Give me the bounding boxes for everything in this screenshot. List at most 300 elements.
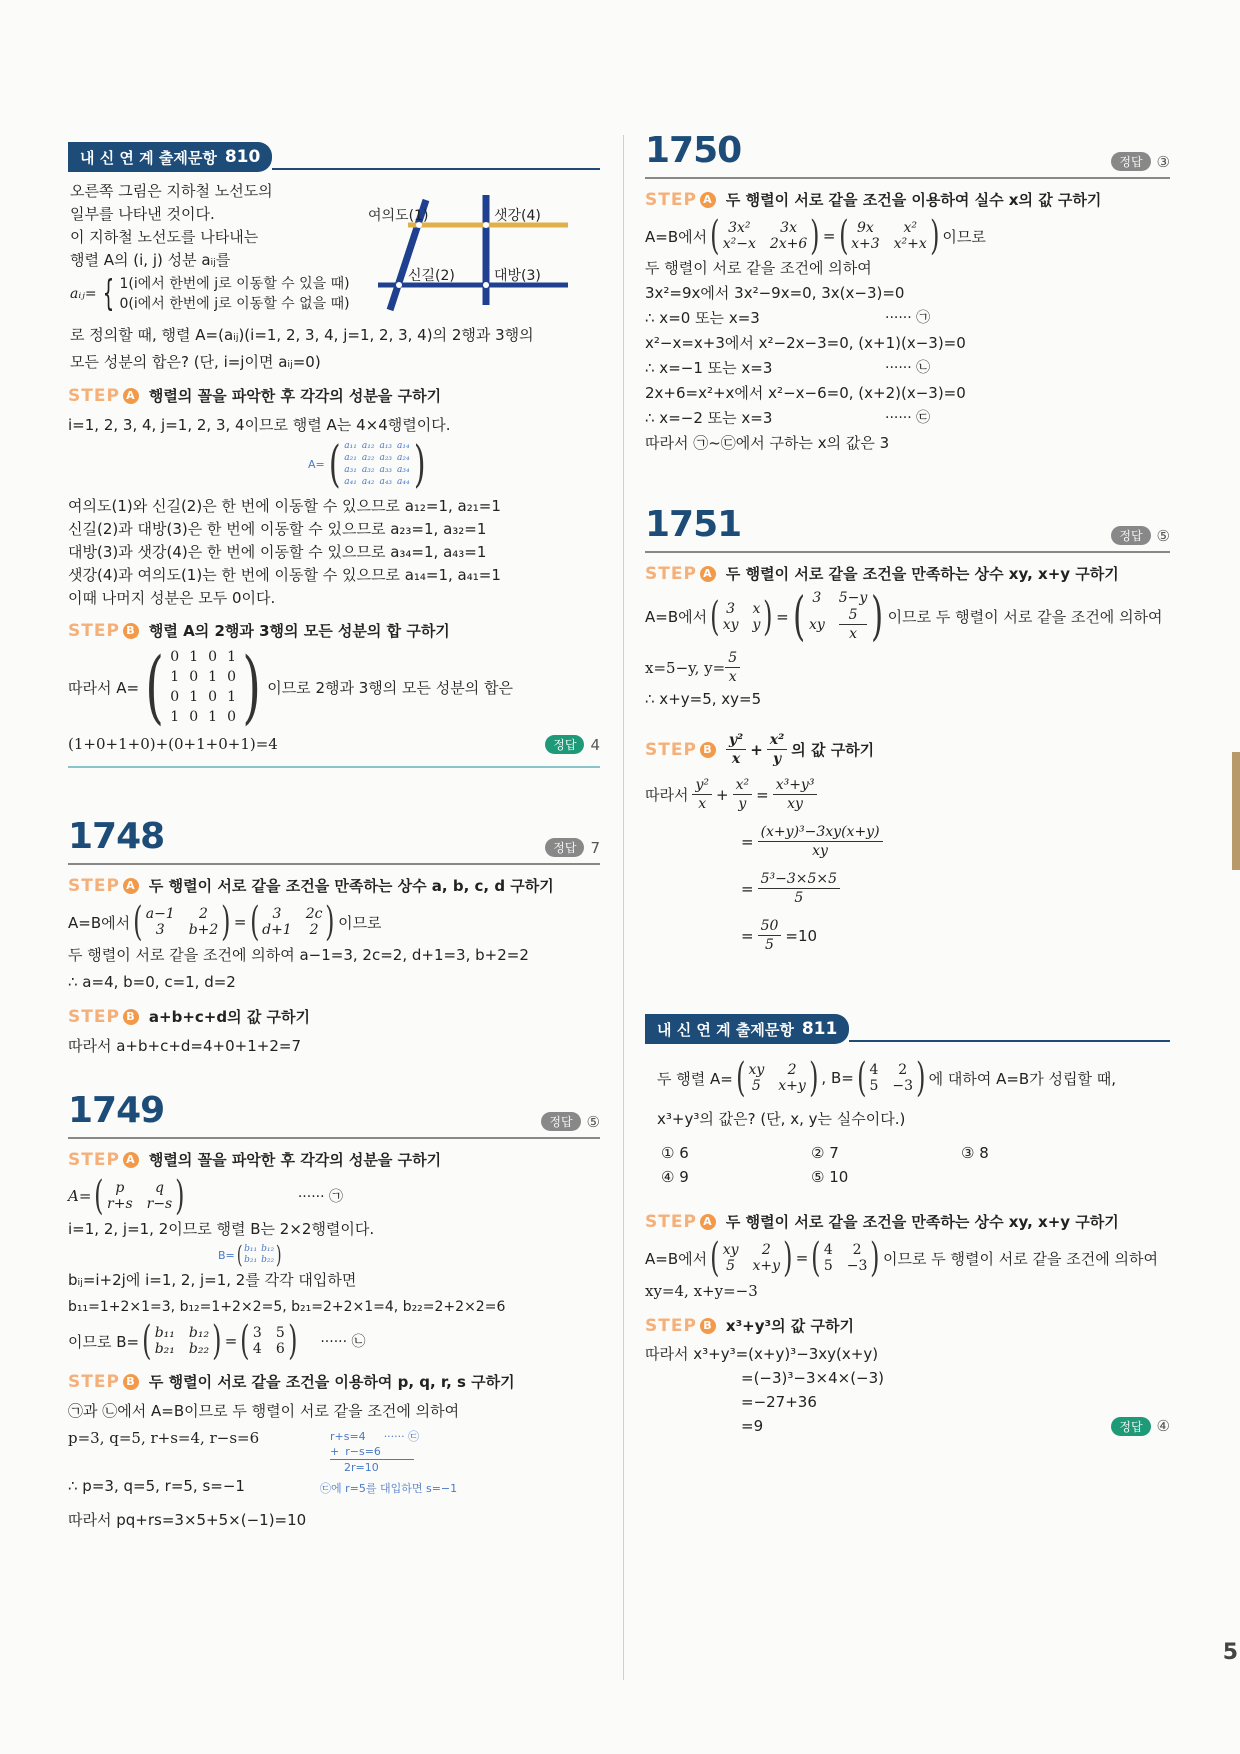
sum-line <box>68 731 600 758</box>
problem-number: 1749 <box>68 1090 165 1131</box>
step-word: STEP <box>645 563 697 584</box>
matrix-b-symbolic: ( b₁₁ b₁₂ b₂₁ b₂₂ ) <box>142 1318 222 1364</box>
eq-suffix: 이므로 두 행렬이 서로 같을 조건에 의하여 <box>887 608 1163 626</box>
source-problem-811 <box>645 1014 1170 1438</box>
step-line: bᵢⱼ=i+2j에 i=1, 2, j=1, 2를 각각 대입하면 <box>68 1271 357 1289</box>
matrix-cell: b₁₂ <box>261 1244 275 1254</box>
station-2-dot <box>396 282 402 288</box>
matrix-cell: 3 <box>726 600 736 617</box>
cases-brace: { <box>102 273 114 314</box>
result-row <box>645 356 1170 381</box>
matrix-cell: a₁₃ <box>379 441 393 451</box>
calc-line: =9 <box>741 1417 764 1435</box>
matrix-cell: x+3 <box>851 236 880 252</box>
matrix-cell: r−s <box>146 1196 173 1212</box>
adjacency-matrix: ( 0 1 0 1 1 0 1 0 0 1 0 1 1 0 1 0 ) <box>145 640 261 733</box>
eq-suffix: 이므로 두 행렬이 서로 같을 조건에 의하여 <box>883 1249 1158 1268</box>
calc-line: =(−3)³−3×4×(−3) <box>741 1369 885 1387</box>
sum-expression: (1+0+1+0)+(0+1+0+1)=4 <box>68 735 278 753</box>
matrix-cell: 1 <box>208 669 218 685</box>
step-b-heading <box>68 1006 600 1027</box>
step-a-tag <box>645 190 716 210</box>
answer-value: ④ <box>1156 1417 1170 1435</box>
step-letter: A <box>700 1214 716 1230</box>
step-line: ∴ x+y=5, xy=5 <box>645 690 762 708</box>
page-edge-tab <box>1232 752 1240 870</box>
step-line: ∴ x=−1 또는 x=3 <box>645 359 773 377</box>
matrix-cell: x <box>752 600 761 617</box>
matrix-cell: 1 <box>189 649 199 665</box>
step-letter: B <box>123 1009 139 1025</box>
naesin-badge-label: 내 신 연 계 출제문항 <box>80 148 217 167</box>
matrix-prefix: 이므로 B= <box>68 1332 140 1351</box>
step-b-tag <box>645 740 716 760</box>
matrix-b: ( 4 2 5 −3 ) <box>856 1055 926 1101</box>
generic-matrix-note <box>308 435 600 493</box>
matrix-equation: A=B에서 ( 3x² 3x x²−x 2x+6 ) = ( 9x x² x+3 x²+x ) 이므로 <box>645 213 986 259</box>
answer-pill: 정답 <box>545 735 584 754</box>
step-line: 2x+6=x²+x에서 x²−x−6=0, (x+2)(x−3)=0 <box>645 384 966 402</box>
matrix-cell: b₂₂ <box>188 1341 210 1357</box>
matrix-cell: 0 <box>208 689 218 705</box>
equals-sign: = <box>741 879 754 898</box>
step-line: xy=4, x+y=−3 <box>645 1282 758 1300</box>
matrix-cell: 0 <box>208 649 218 665</box>
step-word: STEP <box>68 1149 120 1170</box>
answer-1750 <box>1111 152 1170 171</box>
equals-sign: = <box>756 785 769 804</box>
problem-number: 1751 <box>645 504 742 545</box>
answer-1749 <box>541 1112 600 1131</box>
step-b-heading <box>645 731 1170 768</box>
fraction <box>758 917 782 954</box>
problem-1750-header <box>645 130 1170 179</box>
eq-prefix: A=B에서 <box>68 913 131 932</box>
station-3-dot <box>483 282 489 288</box>
matrix-cell: x²+x <box>893 236 927 252</box>
matrix-cell: d+1 <box>262 922 292 938</box>
matrix-a: ( xy 2 5 x+y ) <box>710 1235 793 1281</box>
matrix-cell: 2 <box>787 1062 797 1078</box>
answer-value: ⑤ <box>1156 526 1170 545</box>
problem-1748-header <box>68 816 600 865</box>
calc-tail: =10 <box>785 926 818 945</box>
answer-value: ⑤ <box>586 1112 600 1131</box>
answer-pill: 정답 <box>545 838 584 857</box>
problem-1749-header <box>68 1090 600 1139</box>
matrix-cell: a₃₁ <box>344 465 357 475</box>
step-line: i=1, 2, 3, 4, j=1, 2, 3, 4이므로 행렬 A는 4×4행렬이다. <box>68 416 451 434</box>
step-line: ∴ x=−2 또는 x=3 <box>645 409 773 427</box>
matrix-cell: x² <box>903 220 917 236</box>
equals-sign: = <box>741 926 754 945</box>
matrix-equation: A=B에서 ( xy 2 5 x+y ) = ( 4 2 5 −3 ) 이므로 두 행렬이 서로 같을 조건에 의하여 <box>645 1235 1158 1281</box>
problem-1750 <box>645 130 1170 456</box>
calc-row <box>741 917 1170 954</box>
step-a-heading <box>645 563 1170 584</box>
matrix-lhs: A= <box>68 1187 92 1205</box>
matrix-cell: b₂₁ <box>154 1341 175 1357</box>
final-line: 따라서 a+b+c+d=4+0+1+2=7 <box>68 1037 301 1055</box>
matrix-cell: 2x+6 <box>769 236 808 252</box>
matrix-b: ( 3 5−y xy $\frac{5}{x}$ ) <box>792 586 884 647</box>
step-word: STEP <box>645 1315 697 1336</box>
step-line: 이때 나머지 성분은 모두 0이다. <box>68 589 276 607</box>
numerator: y² <box>692 776 712 795</box>
note-substitution: ㉢에 r=5를 대입하면 s=−1 <box>320 1482 458 1495</box>
naesin-badge <box>645 1014 849 1044</box>
question-811 <box>657 1055 1170 1101</box>
matrix-cell: 2 <box>761 1242 771 1258</box>
matrix-cell: a₃₄ <box>397 465 410 475</box>
matrix-cell: 3x² <box>728 220 751 236</box>
eq-prefix: A=B에서 <box>645 1249 708 1268</box>
matrix-cell: xy <box>748 1062 765 1078</box>
text-line: 오른쪽 그림은 지하철 노선도의 <box>70 182 273 200</box>
step-letter: A <box>700 192 716 208</box>
matrix-prefix: 따라서 A= <box>68 678 140 697</box>
note-plus: + <box>330 1445 340 1458</box>
step-title: 두 행렬이 서로 같을 조건을 만족하는 상수 a, b, c, d 구하기 <box>148 877 554 895</box>
calc-line: =−27+36 <box>741 1393 817 1411</box>
problem-810-statement <box>68 180 600 375</box>
equation-mark: ······ ㉡ <box>885 360 931 376</box>
text-line: 로 정의할 때, 행렬 A=(aᵢⱼ)(i=1, 2, 3, 4, j=1, 2, 3, 4)의 2행과 3행의 <box>70 326 534 344</box>
matrix-cell: xy <box>722 616 739 633</box>
matrix-suffix: 이므로 2행과 3행의 모든 성분의 합은 <box>267 678 513 697</box>
step-a-heading <box>645 1211 1170 1232</box>
calc-row <box>741 823 1170 860</box>
matrix-cell: a₂₂ <box>361 453 375 463</box>
matrix-cell: 0 <box>189 709 199 725</box>
step-line: 여의도(1)와 신길(2)은 한 번에 이동할 수 있으므로 a₁₂=1, a₂₁=1 <box>68 497 501 515</box>
case-zero: 0(i에서 한번에 j로 이동할 수 없을 때) <box>119 296 350 312</box>
matrix-a: ( a−1 2 3 b+2 ) <box>133 899 231 945</box>
solve-area <box>68 1425 600 1515</box>
step-line: ∴ a=4, b=0, c=1, d=2 <box>68 973 236 991</box>
matrix-lhs: A= <box>308 457 325 471</box>
step-line: ∴ x=0 또는 x=3 <box>645 309 760 327</box>
final-line: 따라서 pq+rs=3×5+5×(−1)=10 <box>68 1511 307 1529</box>
step-a-tag <box>645 1212 716 1232</box>
matrix-cell: a₁₂ <box>361 441 375 451</box>
matrix-b-result: 이므로 B= ( b₁₁ b₁₂ b₂₁ b₂₂ ) = ( 3 5 4 6 ) ······ ㉡ <box>68 1318 366 1364</box>
choice-3[interactable]: ③ 8 <box>961 1144 989 1162</box>
matrix-cell: 5 <box>726 1258 736 1274</box>
step-a-tag <box>68 876 139 896</box>
question-suffix: 에 대하여 A=B가 성립할 때, <box>928 1069 1116 1088</box>
matrix-cell: a₃₃ <box>379 465 393 475</box>
matrix-cell: 3 <box>252 1325 262 1341</box>
numerator: (x+y)³−3xy(x+y) <box>758 823 883 842</box>
station-4-dot <box>483 222 489 228</box>
matrix-b: ( 9x x² x+3 x²+x ) <box>838 213 940 259</box>
matrix-cell: a₄₃ <box>379 477 393 487</box>
matrix-cell: 2c <box>305 906 323 922</box>
step-line: p=3, q=5, r+s=4, r−s=6 <box>68 1429 260 1447</box>
station-label-4: 샛강(4) <box>494 208 541 224</box>
answer-value: 7 <box>590 838 600 857</box>
note-mark: ······ ㉢ <box>383 1430 420 1443</box>
source-problem-810 <box>68 142 600 768</box>
denominator: xy <box>787 796 803 812</box>
numerator: x² <box>733 776 753 795</box>
matrix-cell: r+s <box>107 1196 133 1212</box>
question-mid: , B= <box>821 1069 854 1087</box>
step-a-heading <box>68 385 600 406</box>
answer-810 <box>545 735 600 754</box>
question-line: x³+y³의 값은? (단, x, y는 실수이다.) <box>657 1110 906 1128</box>
matrix-equation: A=B에서 ( a−1 2 3 b+2 ) = ( 3 2c d+1 2 ) 이므로 <box>68 899 382 945</box>
step-b-heading <box>645 1315 1170 1336</box>
step-b-tag <box>645 1316 716 1336</box>
matrix-cell: a₃₂ <box>361 465 375 475</box>
matrix-a: ( 3x² 3x x²−x 2x+6 ) <box>710 213 820 259</box>
step-line: i=1, 2, j=1, 2이므로 행렬 B는 2×2행렬이다. <box>68 1220 375 1238</box>
cases-definition <box>70 274 350 314</box>
numerator: 5 <box>725 649 740 668</box>
generic-4x4-matrix: ( a₁₁ a₁₂ a₁₃ a₁₄ a₂₁ a₂₂ a₂₃ a₂₄ a₃₁ a₃₂ a₃₃ a₃₄ a₄₁ a₄₂ a₄₃ a₄₄ ) <box>328 435 426 493</box>
matrix-cell: b₂₁ <box>244 1255 258 1265</box>
denominator: x <box>728 669 737 685</box>
problem-1751-header <box>645 504 1170 553</box>
case-one: 1(i에서 한번에 j로 이동할 수 있을 때) <box>119 276 350 292</box>
matrix-cell: 4 <box>869 1062 879 1078</box>
calc-line: 따라서 x³+y³=(x+y)³−3xy(x+y) <box>645 1345 879 1363</box>
denominator: xy <box>812 843 828 859</box>
fraction <box>733 776 753 813</box>
answer-value: 4 <box>590 735 600 754</box>
condition-fraction <box>725 649 740 686</box>
answer-pill: 정답 <box>1111 152 1150 171</box>
left-column <box>68 120 600 1534</box>
matrix-cell: 1 <box>170 709 180 725</box>
matrix-cell: 0 <box>170 649 180 665</box>
matrix-cell: 3 <box>812 590 822 606</box>
step-line: 두 행렬이 서로 같을 조건에 의하여 <box>645 259 872 277</box>
answer-pill: 정답 <box>541 1112 580 1131</box>
generic-b-note <box>218 1243 600 1267</box>
step-word: STEP <box>68 875 120 896</box>
matrix-cell: b₁₁ <box>154 1325 175 1341</box>
matrix-cell: 0 <box>227 709 236 725</box>
column-divider <box>623 135 624 1680</box>
matrix-cell: 5 <box>275 1325 285 1341</box>
matrix-cell: a₁₄ <box>397 441 410 451</box>
matrix-cell: a−1 <box>145 906 175 922</box>
step-word: STEP <box>68 620 120 641</box>
fraction <box>758 823 883 860</box>
answer-choices <box>661 1141 1170 1189</box>
matrix-cell: 4 <box>823 1242 833 1258</box>
matrix-cell: 5 <box>869 1078 879 1094</box>
station-label-2: 신길(2) <box>408 268 455 284</box>
matrix-cell: 4 <box>252 1341 262 1357</box>
matrix-cell: 2 <box>309 922 319 938</box>
station-label-3: 대방(3) <box>494 268 541 284</box>
text-line: 일부를 나타낸 것이다. <box>70 205 215 223</box>
matrix-cell: 5−y <box>838 590 868 606</box>
step-line: 샛강(4)과 여의도(1)는 한 번에 이동할 수 있으므로 a₁₄=1, a₄₁=1 <box>68 566 501 584</box>
matrix-cell: 0 <box>189 669 199 685</box>
step-letter: A <box>123 388 139 404</box>
matrix-cell: 3 <box>272 906 282 922</box>
step-b-heading <box>68 1371 600 1392</box>
step-title: x³+y³의 값 구하기 <box>725 1317 854 1335</box>
matrix-cell: a₄₂ <box>361 477 375 487</box>
step-letter: B <box>123 623 139 639</box>
matrix-b-values: ( 3 5 4 6 ) <box>240 1318 298 1364</box>
step-a-tag <box>645 564 716 584</box>
numerator: 5³−3×5×5 <box>758 870 840 889</box>
fraction <box>692 776 712 813</box>
step-word: STEP <box>68 1371 120 1392</box>
matrix-cell: x²−x <box>722 236 756 252</box>
step-title: 행렬 A의 2행과 3행의 모든 성분의 합 구하기 <box>148 622 450 640</box>
step-b-tag <box>68 621 139 641</box>
matrix-a-definition <box>68 1173 600 1219</box>
matrix-cell: 1 <box>189 689 199 705</box>
naesin-header <box>68 142 600 172</box>
naesin-badge-num: 811 <box>801 1019 838 1039</box>
step-line: ∴ p=3, q=5, r=5, s=−1 <box>68 1477 245 1495</box>
fraction <box>758 870 840 907</box>
eq-prefix: A=B에서 <box>645 227 708 246</box>
note-eq1: r+s=4 <box>330 1430 366 1443</box>
step-letter: B <box>123 1374 139 1390</box>
answer-value: ③ <box>1156 152 1170 171</box>
matrix-equation: A=B에서 ( 3 x xy y ) = ( 3 5−y xy $\frac{5}{x}$ ) 이므로 두 행렬이 서로 같을 조건에 의하여 <box>645 586 1163 647</box>
step-b-tag <box>68 1372 139 1392</box>
step-letter: A <box>123 1152 139 1168</box>
cases-lhs: aᵢⱼ= <box>70 286 97 302</box>
matrix-cell: p <box>115 1180 125 1196</box>
step-line: 대방(3)과 샛강(4)은 한 번에 이동할 수 있으므로 a₃₄=1, a₄₃=1 <box>68 543 487 561</box>
step-letter: A <box>123 878 139 894</box>
step-line: ㉠과 ㉡에서 A=B이므로 두 행렬이 서로 같을 조건에 의하여 <box>68 1402 460 1420</box>
step-title: 두 행렬이 서로 같을 조건을 만족하는 상수 xy, x+y 구하기 <box>725 565 1119 583</box>
step-letter: B <box>700 1318 716 1334</box>
choice-5[interactable]: ⑤ 10 <box>811 1168 849 1186</box>
step-title: 행렬의 꼴을 파악한 후 각각의 성분을 구하기 <box>148 1151 442 1169</box>
matrix-cell: y <box>752 616 761 633</box>
numerator: x³+y³ <box>773 776 818 795</box>
matrix-cell: 6 <box>275 1341 285 1357</box>
denominator: x <box>849 626 857 642</box>
step-a-heading <box>68 1149 600 1170</box>
matrix-cell: b₂₂ <box>261 1255 275 1265</box>
matrix-cell: 3x <box>780 220 797 236</box>
matrix-cell: 0 <box>170 689 180 705</box>
naesin-rule <box>849 1040 1170 1042</box>
denominator: x <box>731 751 741 767</box>
plus-sign: + <box>750 740 763 759</box>
matrix-cell: 2 <box>199 906 208 922</box>
denominator: y <box>738 796 747 812</box>
step-a-tag <box>68 386 139 406</box>
step-word: STEP <box>645 739 697 760</box>
step-letter: B <box>700 742 716 758</box>
matrix-cell: −3 <box>846 1258 868 1274</box>
calc-row <box>645 776 1170 813</box>
matrix-cell-fraction <box>839 606 868 643</box>
matrix-cell: 1 <box>227 689 236 705</box>
naesin-rule <box>272 168 600 170</box>
choice-4[interactable]: ④ 9 <box>661 1168 689 1186</box>
matrix-cell: 0 <box>227 669 236 685</box>
step-b-heading <box>68 620 600 641</box>
step-word: STEP <box>68 1006 120 1027</box>
equation-mark: ······ ㉡ <box>320 1334 366 1350</box>
answer-pill: 정답 <box>1111 1417 1150 1436</box>
step-title: a+b+c+d의 값 구하기 <box>148 1008 311 1026</box>
matrix-b: ( 3 2c d+1 2 ) <box>249 899 335 945</box>
denominator: y <box>772 751 782 767</box>
matrix-cell: 9x <box>856 220 874 236</box>
matrix-cell: a₄₁ <box>344 477 357 487</box>
equals-sign: = <box>741 832 754 851</box>
matrix-a: ( 3 x xy y ) <box>710 593 773 640</box>
note-eq2: r−s=6 <box>345 1445 381 1458</box>
adjacency-matrix-line <box>68 640 600 733</box>
matrix-cell: 1 <box>227 649 236 665</box>
step-title <box>726 731 874 768</box>
subway-map-diagram <box>368 180 608 330</box>
problem-1748 <box>68 816 600 1060</box>
matrix-cell: b+2 <box>188 922 219 938</box>
step-title: 두 행렬이 서로 같을 조건을 만족하는 상수 xy, x+y 구하기 <box>725 1213 1119 1231</box>
calc-prefix: 따라서 <box>645 786 689 804</box>
matrix-lhs: B= <box>218 1248 235 1262</box>
numerator: x² <box>767 731 787 750</box>
naesin-badge-label: 내 신 연 계 출제문항 <box>657 1020 794 1039</box>
final-line: 따라서 ㉠~㉢에서 구하는 x의 값은 3 <box>645 434 890 452</box>
step-line: x²−x=x+3에서 x²−2x−3=0, (x+1)(x−3)=0 <box>645 334 966 352</box>
page-number: 5 <box>1222 1640 1238 1665</box>
matrix-cell: b₁₁ <box>244 1244 258 1254</box>
step-line: b₁₁=1+2×1=3, b₁₂=1+2×2=5, b₂₁=2+2×1=4, b₂₂=2+2×2=6 <box>68 1299 506 1315</box>
matrix-cell: a₂₃ <box>379 453 393 463</box>
step-letter: A <box>700 566 716 582</box>
matrix-cell: 5 <box>751 1078 761 1094</box>
title-fraction-2 <box>767 731 787 768</box>
eq-prefix: A=B에서 <box>645 608 708 626</box>
question-prefix: 두 행렬 A= <box>657 1069 733 1088</box>
station-label-1: 여의도(1) <box>368 208 429 224</box>
step-a-heading <box>68 875 600 896</box>
matrix-cell: a₁₁ <box>344 441 357 451</box>
elimination-note <box>320 1429 470 1496</box>
choice-1[interactable]: ① 6 <box>661 1144 689 1162</box>
denominator: x <box>698 796 707 812</box>
matrix-cell: 2 <box>898 1062 908 1078</box>
equation-mark: ······ ㉠ <box>885 310 931 326</box>
step-word: STEP <box>68 385 120 406</box>
step-b-tag <box>68 1007 139 1027</box>
calculation <box>645 776 1170 954</box>
naesin-badge <box>68 142 272 172</box>
matrix-cell: 1 <box>208 709 218 725</box>
naesin-header <box>645 1014 1170 1044</box>
matrix-a: ( p q r+s r−s ) <box>94 1173 185 1219</box>
step-word: STEP <box>645 189 697 210</box>
matrix-cell: a₂₁ <box>344 453 357 463</box>
step-a-heading <box>645 189 1170 210</box>
denominator: 5 <box>765 937 774 953</box>
choice-2[interactable]: ② 7 <box>811 1144 839 1162</box>
matrix-a: ( xy 2 5 x+y ) <box>735 1055 819 1101</box>
denominator: 5 <box>794 890 804 906</box>
